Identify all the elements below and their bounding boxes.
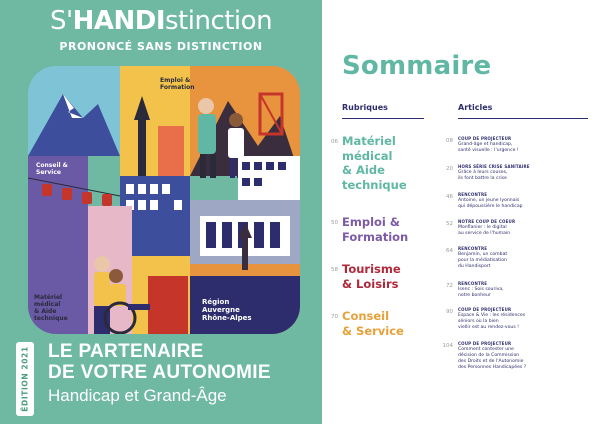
article-page-number: 08 xyxy=(446,138,453,144)
article-category: RENCONTRE xyxy=(458,246,488,251)
article-category: RENCONTRE xyxy=(458,192,488,197)
article-title[interactable]: Grand-âge et handicap, santé visuelle : l'urgence ! xyxy=(458,142,519,153)
rubrique-page-number: 50 xyxy=(331,220,338,226)
article-title[interactable]: Espace & Vie : les résidences séniors où la bien viellir est au rendez-vous ! xyxy=(458,313,526,330)
article-category: NOTRE COUP DE COEUR xyxy=(458,219,516,224)
article-category: COUP DE PROJECTEUR xyxy=(458,136,512,141)
brand-tagline: PRONONCÉ SANS DISTINCTION xyxy=(59,40,263,53)
articles-header: Articles xyxy=(458,103,493,112)
article-page-number: 90 xyxy=(446,309,453,315)
cover-headline xyxy=(48,341,271,383)
brand-logo: S'HANDIstinction xyxy=(49,6,273,36)
article-title[interactable]: Antoine, un jeune lyonnais qui dépoussière le handicap xyxy=(458,198,523,209)
label-conseil: Conseil & Service xyxy=(36,162,68,176)
label-tourisme: Tourisme & Loisirs xyxy=(258,188,289,202)
article-page-number: 104 xyxy=(442,343,453,349)
rubrique-title[interactable]: Tourisme & Loisirs xyxy=(342,262,401,291)
article-category: HORS SÉRIE CRISE SANITAIRE xyxy=(458,164,530,169)
rubrique-page-number: 58 xyxy=(331,267,338,273)
article-title[interactable]: Comment contester une décision de la Commission des Droits et de l'Autonomie des Personnes Handicapées ? xyxy=(458,347,527,370)
article-category: COUP DE PROJECTEUR xyxy=(458,307,512,312)
article-title[interactable]: Benjamin, un combat pour la médiatisation du Handisport xyxy=(458,252,508,269)
label-materiel: Matériel médical & Aide technique xyxy=(34,294,68,322)
article-page-number: 64 xyxy=(446,248,453,254)
article-page-number: 46 xyxy=(446,194,453,200)
cover-illustration xyxy=(28,66,300,334)
rubriques-header: Rubriques xyxy=(342,103,388,112)
article-category: COUP DE PROJECTEUR xyxy=(458,341,512,346)
edition-badge: ÉDITION 2021 xyxy=(16,342,34,416)
rubrique-title[interactable]: Matériel médical & Aide technique xyxy=(342,134,407,192)
rubrique-page-number: 06 xyxy=(331,139,338,145)
rubrique-title[interactable]: Conseil & Service xyxy=(342,309,404,338)
label-emploi: Emploi & Formation xyxy=(160,77,195,91)
article-title[interactable]: Isenc : Sois souriva, notre bonheur xyxy=(458,287,504,298)
rubrique-page-number: 70 xyxy=(331,314,338,320)
article-page-number: 72 xyxy=(446,283,453,289)
label-region: Région Auvergne Rhône-Alpes xyxy=(202,298,252,322)
table-of-contents-page xyxy=(322,0,600,424)
article-page-number: 20 xyxy=(446,166,453,172)
rubriques-divider xyxy=(342,118,424,119)
article-title[interactable]: Grâce à leurs couses, ils font battre la crise xyxy=(458,170,508,181)
page-title: Sommaire xyxy=(342,51,492,81)
article-title[interactable]: Monflanier : le digital au service de l'humain xyxy=(458,225,511,236)
article-category: RENCONTRE xyxy=(458,281,488,286)
articles-divider xyxy=(458,118,588,119)
cover-subline: Handicap et Grand-Âge xyxy=(48,386,227,405)
rubrique-title[interactable]: Emploi & Formation xyxy=(342,215,409,244)
cover-headline-line2: DE VOTRE AUTONOMIE xyxy=(48,362,271,383)
cover-headline-line1: LE PARTENAIRE xyxy=(48,341,204,362)
article-page-number: 52 xyxy=(446,221,453,227)
